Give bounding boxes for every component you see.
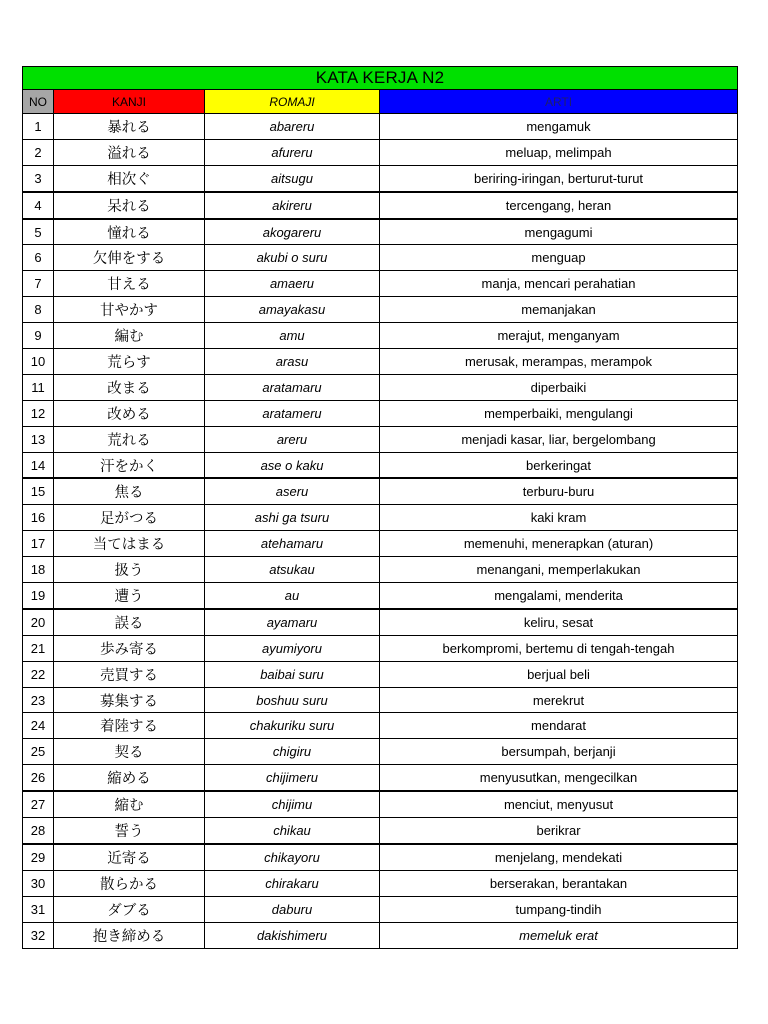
row-romaji: areru <box>205 426 380 452</box>
row-no: 26 <box>23 765 54 791</box>
row-arti: berkompromi, bertemu di tengah-tengah <box>380 635 738 661</box>
row-no: 11 <box>23 374 54 400</box>
row-romaji: chirakaru <box>205 870 380 896</box>
row-no: 25 <box>23 739 54 765</box>
row-kanji: 暴れる <box>54 114 205 140</box>
row-arti: mengagumi <box>380 219 738 245</box>
row-no: 5 <box>23 219 54 245</box>
header-kanji: KANJI <box>54 90 205 114</box>
row-romaji: akubi o suru <box>205 245 380 271</box>
table-row <box>23 844 738 870</box>
row-kanji: 憧れる <box>54 219 205 245</box>
row-no: 21 <box>23 635 54 661</box>
row-arti: bersumpah, berjanji <box>380 739 738 765</box>
row-no: 31 <box>23 896 54 922</box>
table-row <box>23 192 738 219</box>
row-romaji: atsukau <box>205 557 380 583</box>
row-kanji: 誤る <box>54 609 205 635</box>
row-kanji: 呆れる <box>54 192 205 219</box>
row-no: 27 <box>23 791 54 817</box>
row-romaji: dakishimeru <box>205 922 380 948</box>
row-no: 1 <box>23 114 54 140</box>
table-row <box>23 374 738 400</box>
row-kanji: 相次ぐ <box>54 165 205 191</box>
table-title: KATA KERJA N2 <box>23 67 738 90</box>
row-romaji: daburu <box>205 896 380 922</box>
table-row <box>23 818 738 844</box>
row-arti: memperbaiki, mengulangi <box>380 400 738 426</box>
row-no: 15 <box>23 478 54 504</box>
table-row <box>23 478 738 504</box>
table-row <box>23 791 738 817</box>
row-no: 23 <box>23 687 54 713</box>
row-kanji: 汗をかく <box>54 452 205 478</box>
table-row <box>23 739 738 765</box>
row-no: 7 <box>23 271 54 297</box>
row-kanji: 契る <box>54 739 205 765</box>
row-arti: menguap <box>380 245 738 271</box>
row-kanji: 足がつる <box>54 505 205 531</box>
table-row <box>23 426 738 452</box>
row-kanji: ダブる <box>54 896 205 922</box>
row-arti: memeluk erat <box>380 922 738 948</box>
row-no: 19 <box>23 583 54 609</box>
row-no: 24 <box>23 713 54 739</box>
row-romaji: chigiru <box>205 739 380 765</box>
row-kanji: 近寄る <box>54 844 205 870</box>
row-arti: tumpang-tindih <box>380 896 738 922</box>
row-arti: menjelang, mendekati <box>380 844 738 870</box>
row-arti: menjadi kasar, liar, bergelombang <box>380 426 738 452</box>
row-romaji: aratamaru <box>205 374 380 400</box>
row-arti: merusak, merampas, merampok <box>380 349 738 375</box>
table-row <box>23 531 738 557</box>
row-no: 10 <box>23 349 54 375</box>
row-romaji: baibai suru <box>205 661 380 687</box>
row-no: 28 <box>23 818 54 844</box>
table-row <box>23 139 738 165</box>
row-kanji: 甘える <box>54 271 205 297</box>
row-arti: berjual beli <box>380 661 738 687</box>
row-arti: tercengang, heran <box>380 192 738 219</box>
verb-table <box>22 66 738 949</box>
row-no: 14 <box>23 452 54 478</box>
table-row <box>23 323 738 349</box>
row-romaji: boshuu suru <box>205 687 380 713</box>
row-romaji: au <box>205 583 380 609</box>
row-romaji: afureru <box>205 139 380 165</box>
row-romaji: ayamaru <box>205 609 380 635</box>
row-arti: mengalami, menderita <box>380 583 738 609</box>
row-no: 22 <box>23 661 54 687</box>
row-no: 18 <box>23 557 54 583</box>
row-arti: meluap, melimpah <box>380 139 738 165</box>
row-kanji: 荒れる <box>54 426 205 452</box>
row-arti: diperbaiki <box>380 374 738 400</box>
row-no: 4 <box>23 192 54 219</box>
row-no: 3 <box>23 165 54 191</box>
row-romaji: abareru <box>205 114 380 140</box>
row-romaji: ayumiyoru <box>205 635 380 661</box>
row-arti: menciut, menyusut <box>380 791 738 817</box>
row-arti: terburu-buru <box>380 478 738 504</box>
row-no: 16 <box>23 505 54 531</box>
row-romaji: chikau <box>205 818 380 844</box>
row-kanji: 溢れる <box>54 139 205 165</box>
header-row <box>23 90 738 114</box>
row-kanji: 縮める <box>54 765 205 791</box>
row-romaji: chijimu <box>205 791 380 817</box>
row-romaji: amaeru <box>205 271 380 297</box>
row-kanji: 扱う <box>54 557 205 583</box>
row-no: 2 <box>23 139 54 165</box>
row-romaji: chikayoru <box>205 844 380 870</box>
row-kanji: 改まる <box>54 374 205 400</box>
row-romaji: aseru <box>205 478 380 504</box>
row-romaji: ase o kaku <box>205 452 380 478</box>
row-arti: mendarat <box>380 713 738 739</box>
row-romaji: akogareru <box>205 219 380 245</box>
row-romaji: chakuriku suru <box>205 713 380 739</box>
row-no: 30 <box>23 870 54 896</box>
row-arti: berserakan, berantakan <box>380 870 738 896</box>
table-row <box>23 713 738 739</box>
row-kanji: 抱き締める <box>54 922 205 948</box>
table-row <box>23 219 738 245</box>
row-arti: merekrut <box>380 687 738 713</box>
row-no: 29 <box>23 844 54 870</box>
row-no: 9 <box>23 323 54 349</box>
row-no: 20 <box>23 609 54 635</box>
row-kanji: 縮む <box>54 791 205 817</box>
header-romaji: ROMAJI <box>205 90 380 114</box>
row-romaji: arasu <box>205 349 380 375</box>
row-kanji: 売買する <box>54 661 205 687</box>
row-arti: menyusutkan, mengecilkan <box>380 765 738 791</box>
row-kanji: 遭う <box>54 583 205 609</box>
table-row <box>23 271 738 297</box>
table-row <box>23 165 738 191</box>
table-body <box>23 114 738 949</box>
table-row <box>23 349 738 375</box>
verb-sheet <box>22 66 737 949</box>
row-kanji: 募集する <box>54 687 205 713</box>
row-romaji: chijimeru <box>205 765 380 791</box>
table-row <box>23 870 738 896</box>
row-kanji: 誓う <box>54 818 205 844</box>
row-romaji: atehamaru <box>205 531 380 557</box>
table-row <box>23 635 738 661</box>
table-row <box>23 245 738 271</box>
row-arti: berkeringat <box>380 452 738 478</box>
row-kanji: 当てはまる <box>54 531 205 557</box>
row-no: 13 <box>23 426 54 452</box>
row-arti: memanjakan <box>380 297 738 323</box>
row-romaji: aitsugu <box>205 165 380 191</box>
row-arti: beriring-iringan, berturut-turut <box>380 165 738 191</box>
row-romaji: aratameru <box>205 400 380 426</box>
row-kanji: 改める <box>54 400 205 426</box>
table-row <box>23 896 738 922</box>
row-no: 8 <box>23 297 54 323</box>
row-romaji: akireru <box>205 192 380 219</box>
row-arti: keliru, sesat <box>380 609 738 635</box>
table-row <box>23 452 738 478</box>
table-row <box>23 687 738 713</box>
row-arti: merajut, menganyam <box>380 323 738 349</box>
row-arti: berikrar <box>380 818 738 844</box>
row-no: 17 <box>23 531 54 557</box>
table-row <box>23 114 738 140</box>
header-no: NO <box>23 90 54 114</box>
row-arti: mengamuk <box>380 114 738 140</box>
row-arti: manja, mencari perahatian <box>380 271 738 297</box>
table-row <box>23 297 738 323</box>
row-kanji: 編む <box>54 323 205 349</box>
table-row <box>23 400 738 426</box>
row-kanji: 歩み寄る <box>54 635 205 661</box>
row-no: 6 <box>23 245 54 271</box>
row-romaji: ashi ga tsuru <box>205 505 380 531</box>
row-arti: memenuhi, menerapkan (aturan) <box>380 531 738 557</box>
header-arti: ARTI <box>380 90 738 114</box>
row-kanji: 散らかる <box>54 870 205 896</box>
table-row <box>23 609 738 635</box>
table-row <box>23 922 738 948</box>
table-row <box>23 765 738 791</box>
table-row <box>23 557 738 583</box>
row-no: 12 <box>23 400 54 426</box>
row-kanji: 荒らす <box>54 349 205 375</box>
row-romaji: amayakasu <box>205 297 380 323</box>
row-kanji: 甘やかす <box>54 297 205 323</box>
table-row <box>23 505 738 531</box>
row-kanji: 焦る <box>54 478 205 504</box>
row-arti: menangani, memperlakukan <box>380 557 738 583</box>
row-kanji: 欠伸をする <box>54 245 205 271</box>
row-no: 32 <box>23 922 54 948</box>
table-row <box>23 661 738 687</box>
row-kanji: 着陸する <box>54 713 205 739</box>
table-row <box>23 583 738 609</box>
row-arti: kaki kram <box>380 505 738 531</box>
row-romaji: amu <box>205 323 380 349</box>
